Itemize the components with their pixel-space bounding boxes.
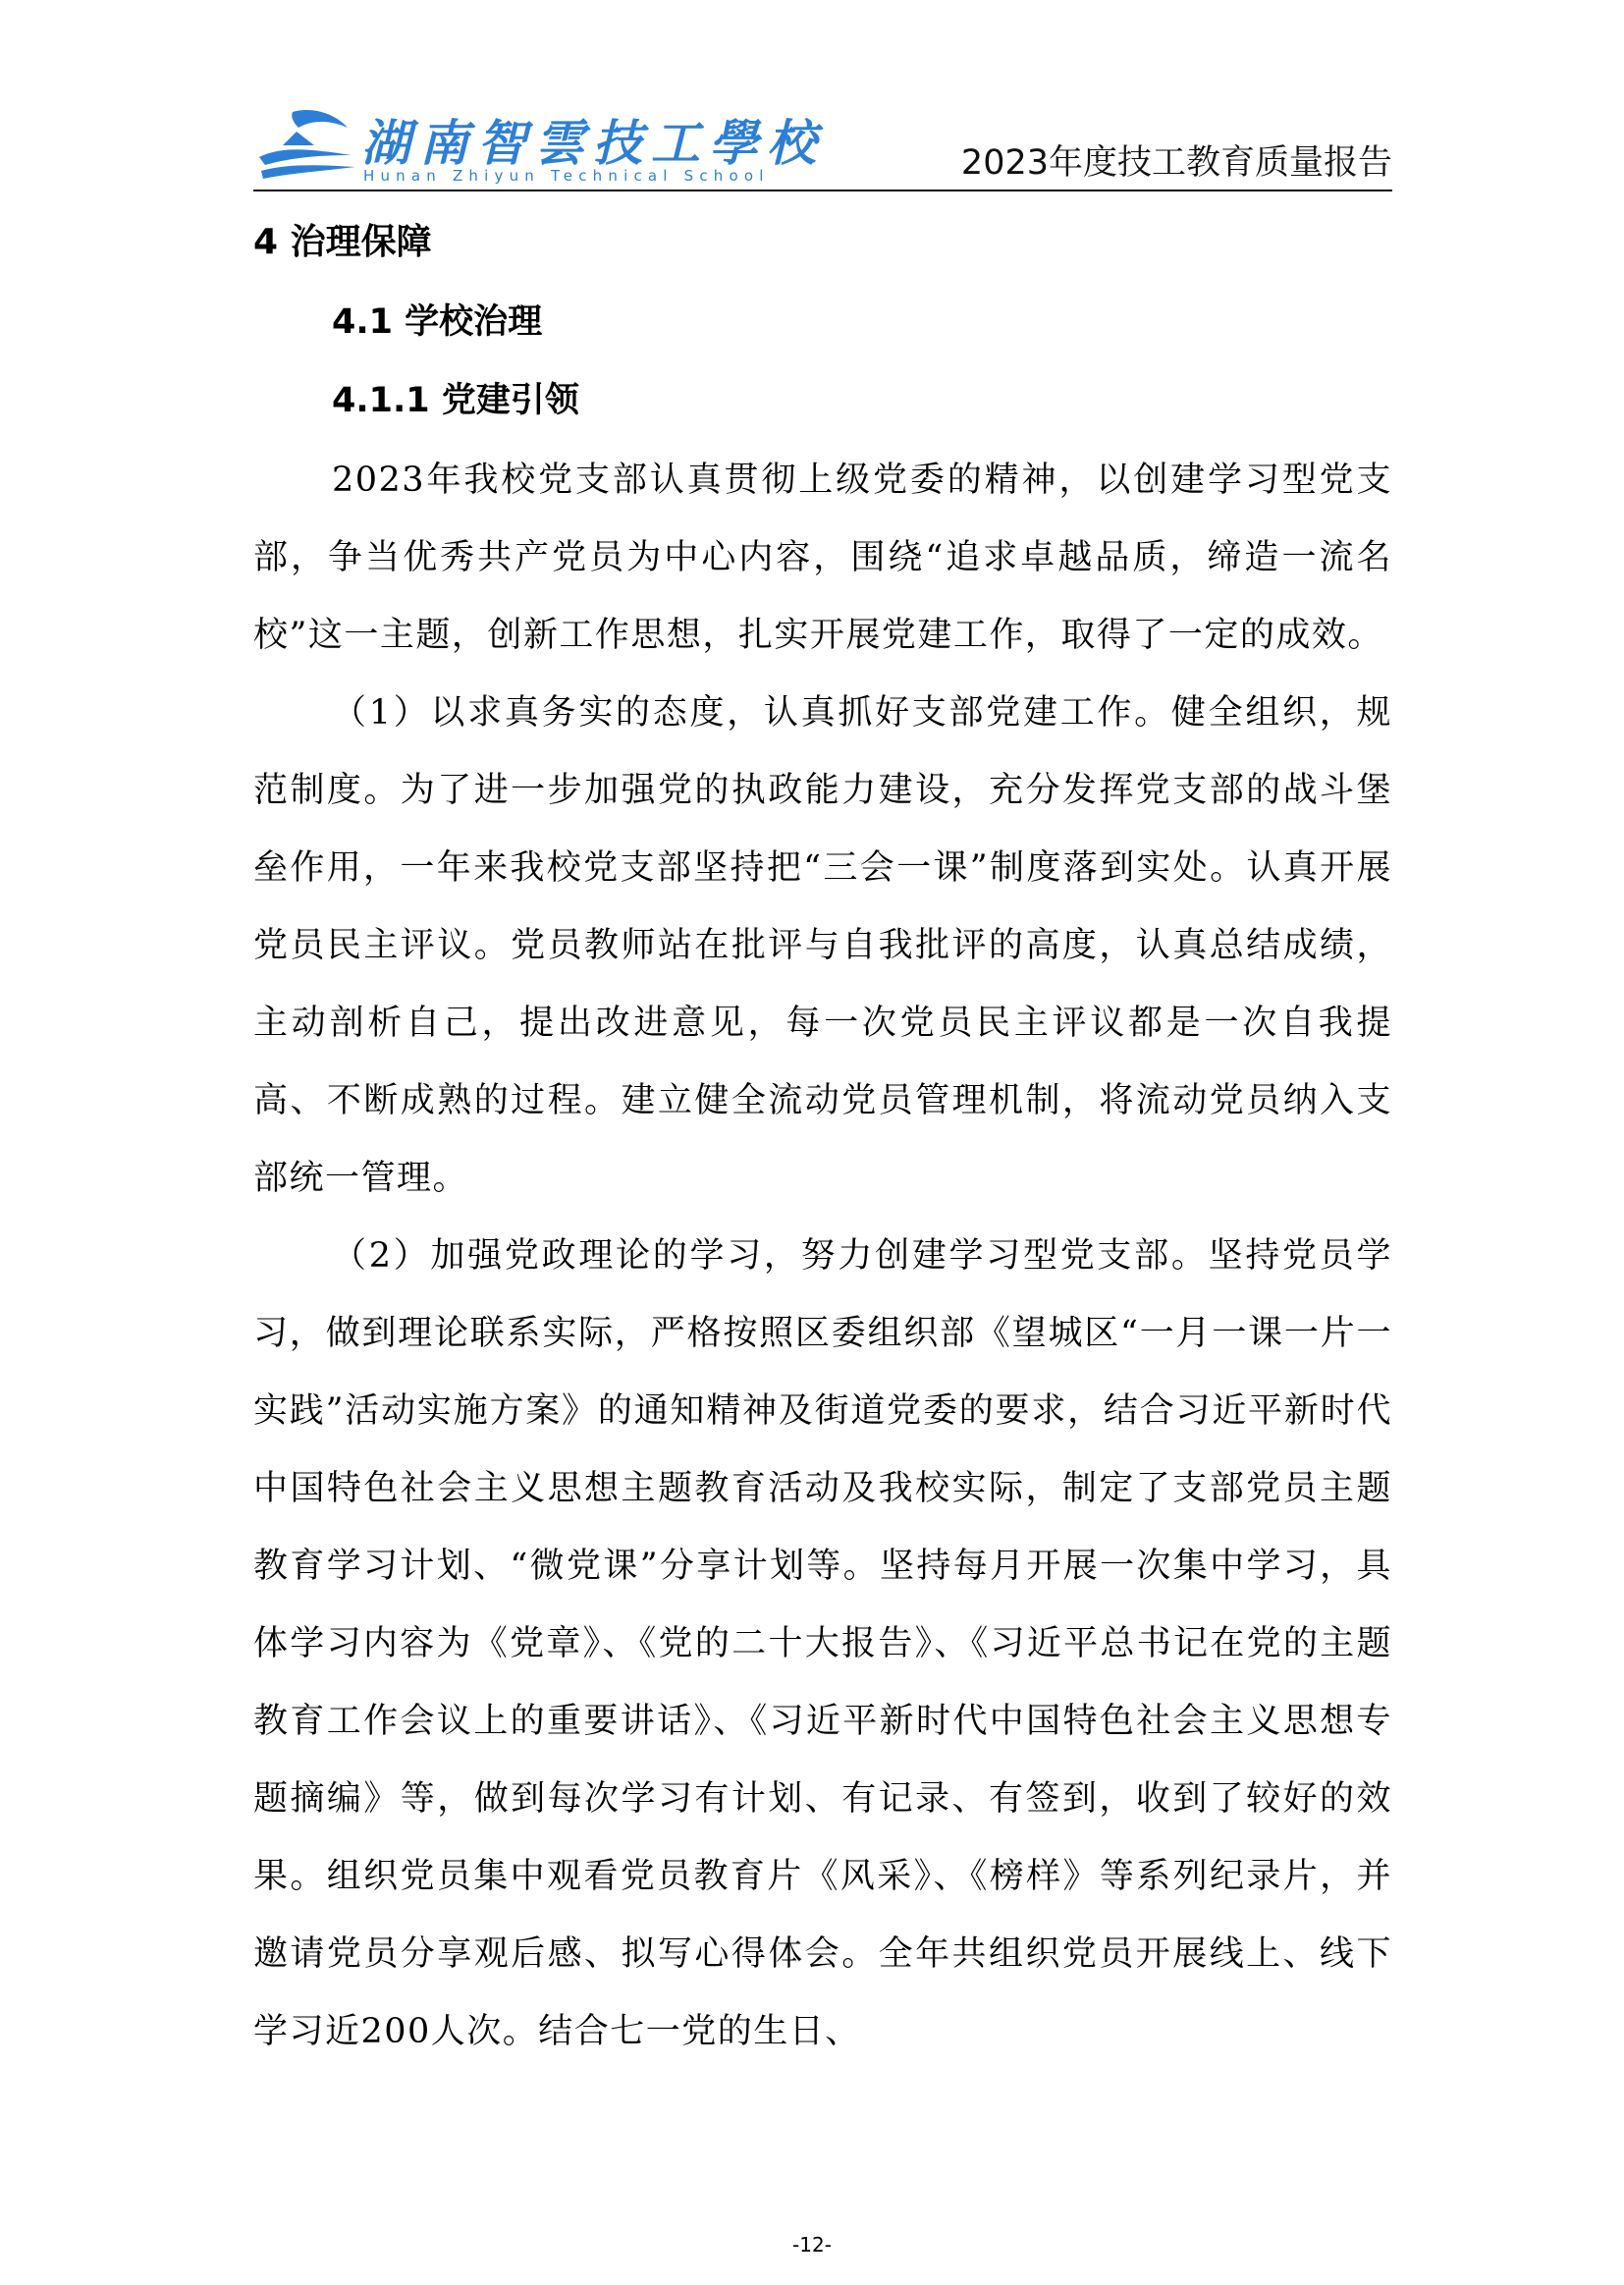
wave-sail-logo-icon	[253, 106, 359, 183]
section-heading-level-2: 4.1 学校治理	[332, 302, 543, 342]
school-name-cn: 湖南智雲技工學校	[361, 114, 825, 172]
header-divider	[253, 190, 1392, 191]
paragraph-intro: 2023年我校党支部认真贯彻上级党委的精神，以创建学习型党支部，争当优秀共产党员为中心内容，围绕“追求卓越品质，缔造一流名校”这一主题，创新工作思想，扎实开展党建工作，取得了一定的成效。	[253, 461, 1392, 655]
report-title: 2023年度技工教育质量报告	[960, 143, 1392, 183]
body-text	[253, 442, 1392, 2071]
section-heading-level-1: 4 治理保障	[253, 222, 432, 262]
school-logo	[253, 98, 825, 191]
school-name-en: Hunan Zhiyun Technical School	[363, 167, 770, 185]
paragraph-item-1: （1）以求真务实的态度，认真抓好支部党建工作。健全组织，规范制度。为了进一步加强党的执政能力建设，充分发挥党支部的战斗堡垒作用，一年来我校党支部坚持把“三会一课”制度落到实处。认真开展党员民主评议。党员教师站在批评与自我批评的高度，认真总结成绩，主动剖析自己，提出改进意见，每一次党员民主评议都是一次自我提高、不断成熟的过程。建立健全流动党员管理机制，将流动党员纳入支部统一管理。	[253, 693, 1392, 1198]
page-header	[253, 98, 1392, 191]
page-number: -12-	[792, 2233, 832, 2257]
paragraph-item-2: （2）加强党政理论的学习，努力创建学习型党支部。坚持党员学习，做到理论联系实际，严格按照区委组织部《望城区“一月一课一片一实践”活动实施方案》的通知精神及街道党委的要求，结合习近平新时代中国特色社会主义思想主题教育活动及我校实际，制定了支部党员主题教育学习计划、“微党课”分享计划等。坚持每月开展一次集中学习，具体学习内容为《党章》、《党的二十大报告》、《习近平总书记在党的主题教育工作会议上的重要讲话》、《习近平新时代中国特色社会主义思想专题摘编》等，做到每次学习有计划、有记录、有签到，收到了较好的效果。组织党员集中观看党员教育片《风采》、《榜样》等系列纪录片，并邀请党员分享观后感、拟写心得体会。全年共组织党员开展线上、线下学习近200人次。结合七一党的生日、	[253, 1236, 1392, 2051]
section-heading-level-3: 4.1.1 党建引领	[332, 381, 579, 420]
